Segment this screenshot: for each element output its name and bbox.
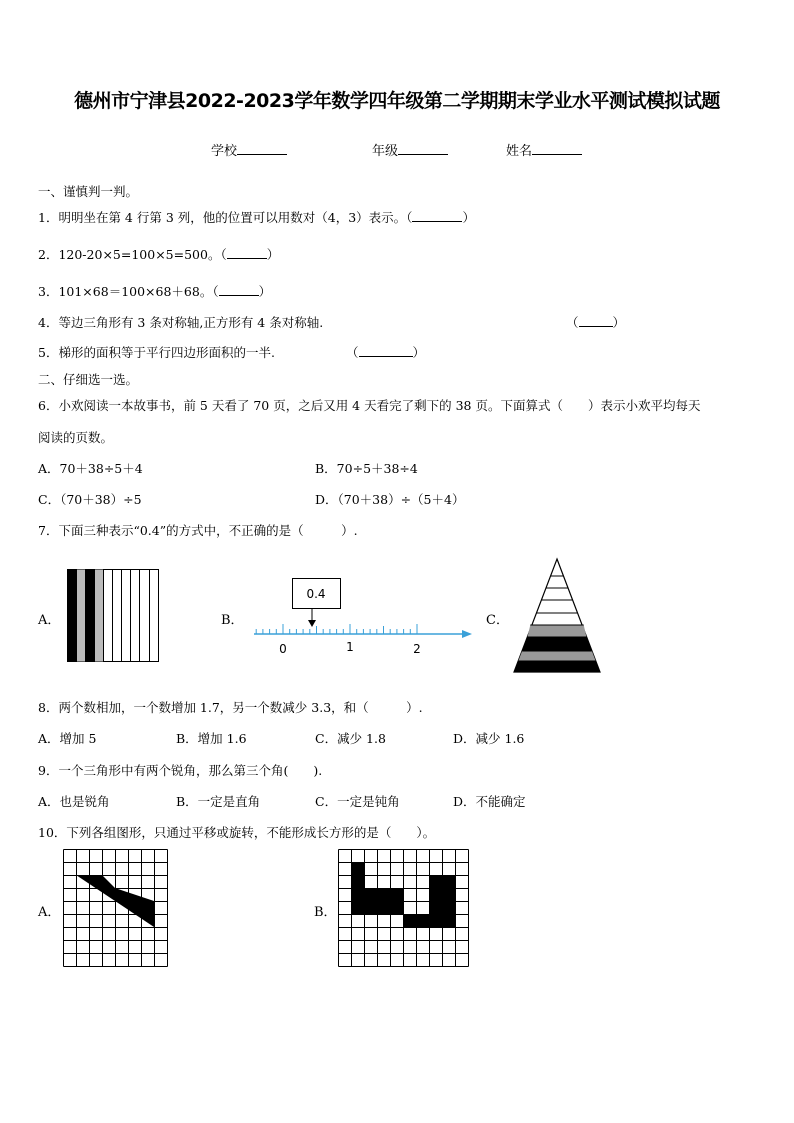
q10-grid-figure-b: [338, 849, 469, 965]
q8-option-d: D．减少 1.6: [453, 731, 525, 746]
q10-label-a: A．: [38, 905, 61, 920]
question-5: 5．梯形的面积等于平行四边形面积的一半.: [38, 345, 275, 360]
q9-option-b: B．一定是直角: [176, 794, 261, 809]
q9-option-a: A．也是锐角: [38, 794, 110, 809]
tick-label-2: 2: [413, 642, 421, 656]
q6-option-b: B．70÷5＋38÷4: [315, 461, 418, 476]
section1-heading: 一、谨慎判一判。: [38, 184, 139, 199]
q8-option-a: A．增加 5: [38, 731, 97, 746]
q8-option-c: C．减少 1.8: [315, 731, 386, 746]
grade-field: [372, 140, 448, 159]
question-4: 4．等边三角形有 3 条对称轴,正方形有 4 条对称轴.: [38, 315, 324, 330]
q10-grid-figure-a: [63, 849, 168, 965]
question-10: 10．下列各组图形，只通过平移或旋转，不能形成长方形的是（ ）。: [38, 825, 436, 840]
number-line-box-label: 0.4: [306, 587, 326, 601]
question-6-line1: 6．小欢阅读一本故事书，前 5 天看了 70 页，之后又用 4 天看完了剩下的 38 页。下面算式（ ）表示小欢平均每天: [38, 398, 701, 413]
school-label: 学校: [211, 144, 238, 159]
question-4-answer: （ ）: [566, 315, 626, 330]
grade-label: 年级: [372, 144, 399, 159]
q7-label-a: A．: [38, 613, 61, 628]
q6-option-a: A．70＋38÷5＋4: [38, 461, 143, 476]
section2-heading: 二、仔细选一选。: [38, 372, 139, 387]
q7-label-b: B．: [221, 613, 244, 628]
q9-option-c: C．一定是钝角: [315, 794, 400, 809]
q10-label-b: B．: [314, 905, 337, 920]
question-2: 2．120-20×5=100×5=500。（ ）: [38, 247, 280, 262]
page-title: 德州市宁津县2022-2023学年数学四年级第二学期期末学业水平测试模拟试题: [74, 90, 720, 112]
q7-number-line: [250, 576, 472, 658]
question-6-line2: 阅读的页数。: [38, 430, 114, 445]
question-3: 3．101×68＝100×68＋68。（ ）: [38, 284, 272, 299]
question-5-answer: （ ）: [346, 345, 426, 360]
name-label: 姓名: [506, 144, 533, 159]
tick-label-0: 0: [279, 642, 287, 656]
q6-option-c: C．（70＋38）÷5: [38, 492, 142, 507]
q7-strip-figure: [67, 569, 159, 663]
school-field: [211, 140, 287, 159]
question-9: 9．一个三角形中有两个锐角，那么第三个角( ).: [38, 763, 323, 778]
number-line-axis-arrow: [462, 630, 472, 638]
q7-label-c: C．: [486, 613, 509, 628]
q7-triangle-figure: [513, 558, 601, 674]
question-7: 7．下面三种表示“0.4”的方式中，不正确的是（ ）.: [38, 523, 358, 538]
q8-option-b: B．增加 1.6: [176, 731, 247, 746]
tick-label-1: 1: [346, 640, 354, 654]
question-1: 1．明明坐在第 4 行第 3 列，他的位置可以用数对（4，3）表示。（ ）: [38, 210, 475, 225]
number-line-ticks: [256, 624, 417, 634]
number-line-arrowhead: [308, 620, 316, 627]
q6-option-d: D．（70＋38）÷（5＋4）: [315, 492, 465, 507]
q9-option-d: D．不能确定: [453, 794, 526, 809]
name-field: [506, 140, 582, 159]
question-8: 8．两个数相加，一个数增加 1.7，另一个数减少 3.3，和（ ）.: [38, 700, 423, 715]
